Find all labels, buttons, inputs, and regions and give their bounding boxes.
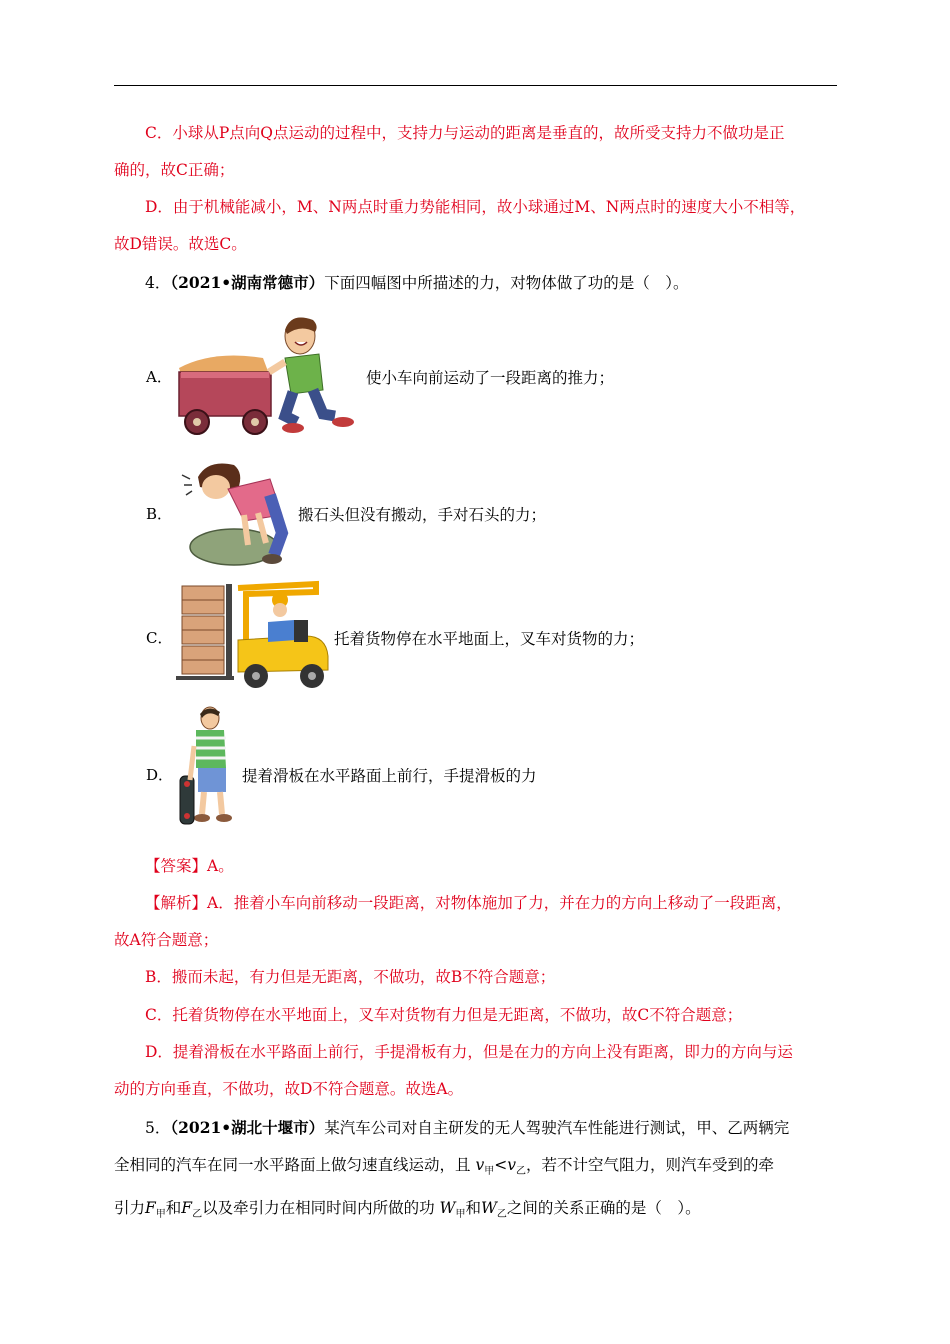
option-d-letter: D． xyxy=(146,766,174,784)
option-a-text: 使小车向前运动了一段距离的推力； xyxy=(366,369,615,387)
analysis-b-option: B．搬而未起，有力但是无距离，不做功，故B不符合题意； xyxy=(145,968,556,986)
analysis-c-option: C．小球从P点向Q点运动的过程中，支持力与运动的距离是垂直的，故所受支持力不做功是正 确的，故C正确； xyxy=(114,124,785,179)
forklift-with-boxes-picture xyxy=(176,580,332,690)
boy-holding-skateboard-picture xyxy=(178,706,238,830)
question-5-stem: 5．（2021•湖北十堰市）某汽车公司对自主研发的无人驾驶汽车性能进行测试，甲、乙两辆完 全相同的汽车在同一水平路面上做匀速直线运动，且 $v_甲<v_乙$，若不计空气阻力，则汽车受到的牵 引力$F_甲$和$F_乙$以及牵引力在相同时间内所做的功 $W_甲$和$W_乙$之间的关系正确的是（ ）。 xyxy=(114,1118,790,1221)
question-4-stem: 4．（2021•湖南常德市）下面四幅图中所描述的力，对物体做了功的是（ ）。 xyxy=(145,273,689,292)
analysis-c-option-q4: C．托着货物停在水平地面上，叉车对货物有力但是无距离，不做功，故C不符合题意； xyxy=(145,1006,743,1024)
analysis-d-option-q4: D．提着滑板在水平路面上前行，手提滑板有力，但是在力的方向上没有距离，即力的方向与运 动的方向垂直，不做功，故D不符合题意。故选A。 xyxy=(114,1043,793,1098)
option-a-letter: A． xyxy=(146,368,172,386)
option-c-letter: C． xyxy=(146,629,173,647)
girl-lifting-stone-picture xyxy=(178,455,296,567)
boy-pushing-cart-picture xyxy=(173,310,363,438)
analysis-a-option: 【解析】A．推着小车向前移动一段距离，对物体施加了力，并在力的方向上移动了一段距离， 故A符合题意； xyxy=(114,894,792,949)
option-b-text: 搬石头但没有搬动，手对石头的力； xyxy=(298,506,547,524)
option-c-text: 托着货物停在水平地面上，叉车对货物的力； xyxy=(334,630,645,648)
option-b-letter: B． xyxy=(146,505,173,523)
answer-line: 【答案】A。 xyxy=(145,857,234,875)
option-d-text: 提着滑板在水平路面上前行，手提滑板的力 xyxy=(242,767,537,785)
header-rule xyxy=(114,85,837,86)
analysis-d-option: D．由于机械能减小，M、N两点时重力势能相同，故小球通过M、N两点时的速度大小不相等， 故D错误。故选C。 xyxy=(114,198,806,253)
